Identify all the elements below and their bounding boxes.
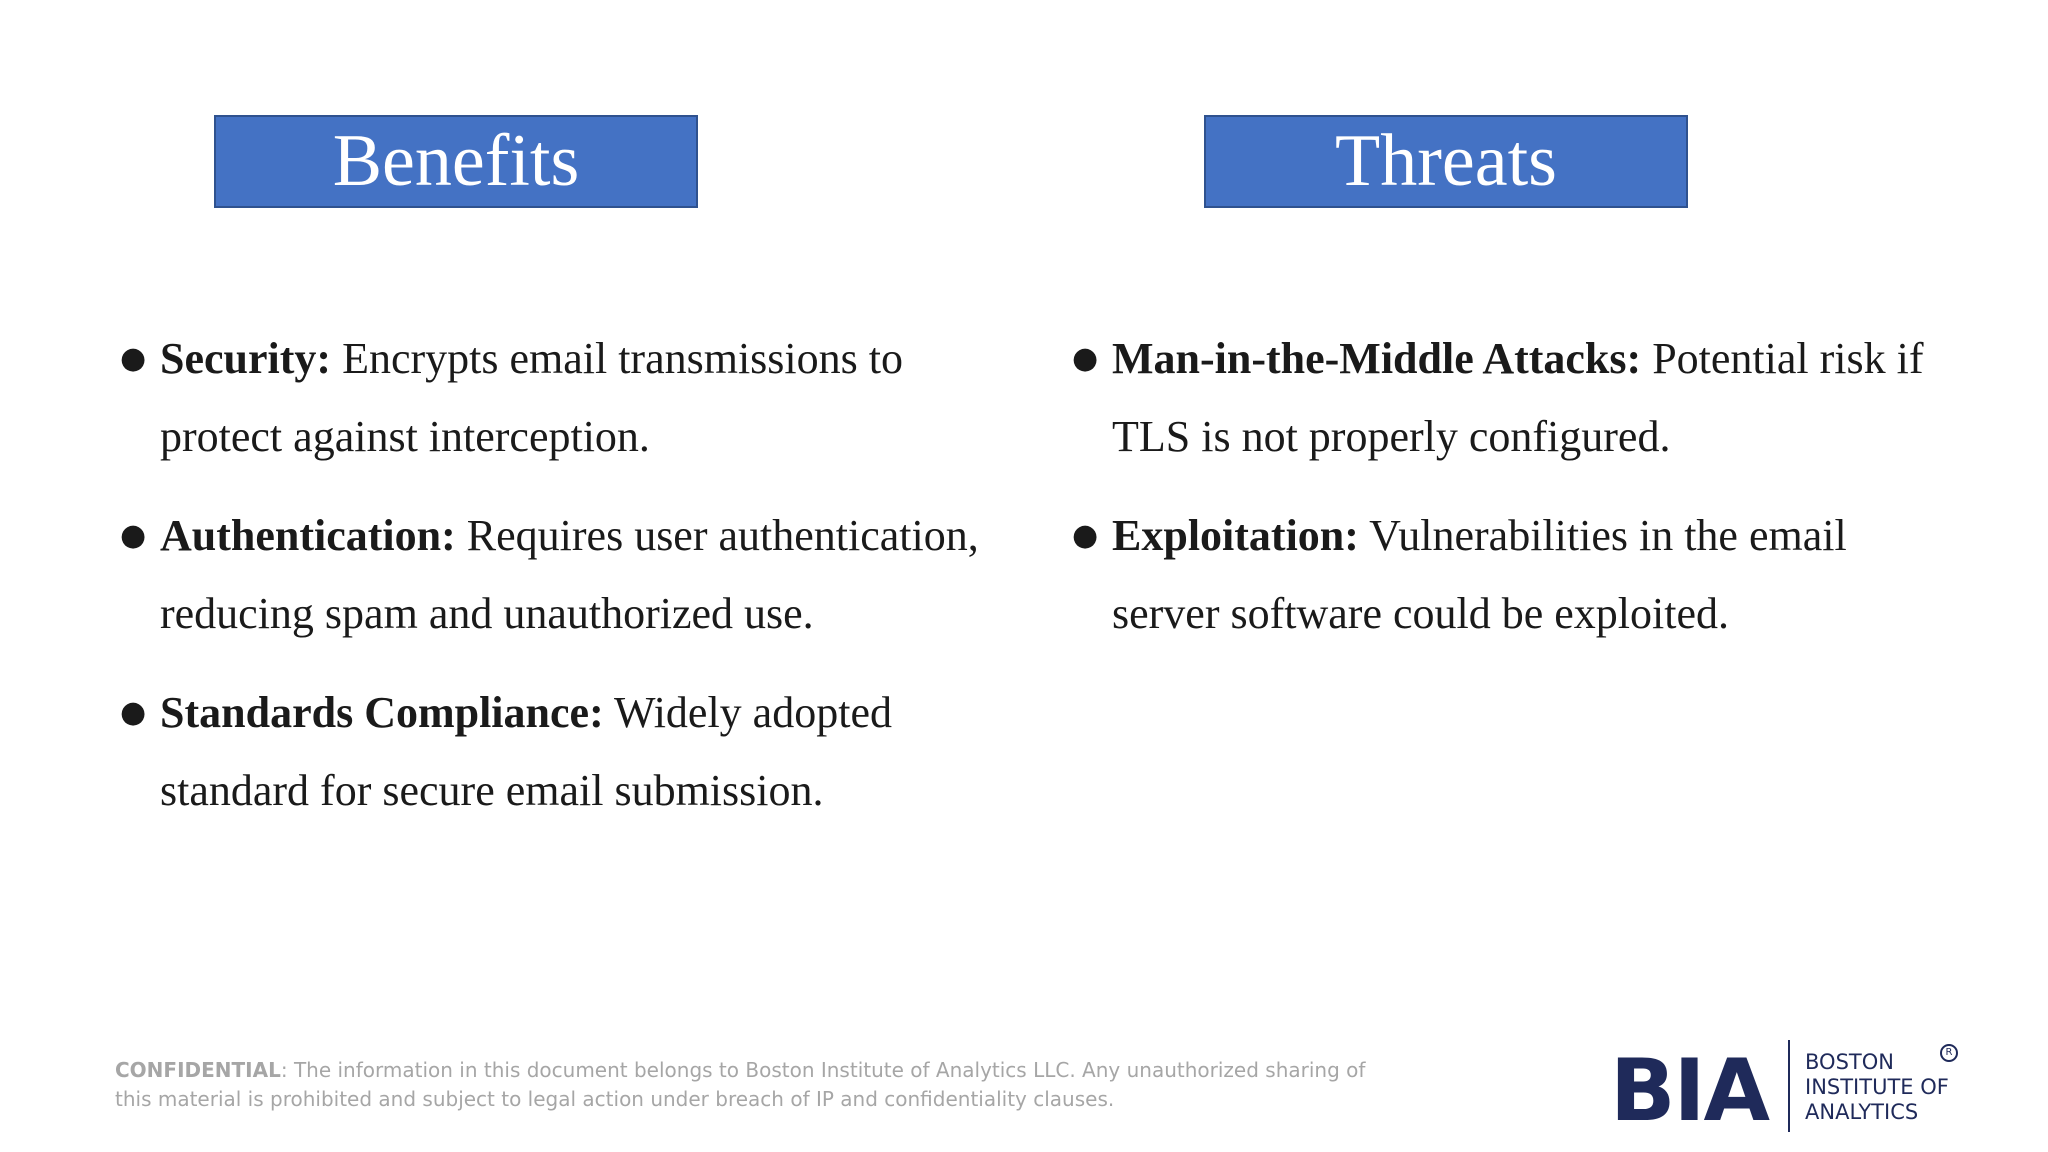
bullet-text: Widely adopted standard for secure email submission. [160,688,892,815]
benefit-item-security [120,320,980,476]
benefit-item-authentication [120,497,980,653]
logo-line-2: INSTITUTE OF [1805,1075,1949,1099]
bullet-term: Standards Compliance: [160,688,604,737]
benefits-list [120,320,980,851]
registered-mark-icon: R [1940,1044,1958,1062]
bullet-icon: ● [1072,341,1099,376]
threat-item-exploitation [1072,497,1952,653]
benefits-heading: Benefits [214,115,698,208]
bullet-icon: ● [120,341,147,376]
logo-divider [1788,1040,1790,1132]
bullet-text: Encrypts email transmissions to protect against interception. [160,334,903,461]
logo-mark: BIA [1610,1041,1769,1141]
bullet-text: Requires user authentication, reducing spam and unauthorized use. [160,511,979,638]
bullet-term: Security: [160,334,332,383]
threat-item-mitm [1072,320,1952,476]
benefit-item-standards-compliance [120,674,980,830]
confidential-label: CONFIDENTIAL [115,1058,281,1082]
bullet-icon: ● [1072,518,1099,553]
bullet-icon: ● [120,695,147,730]
logo-line-3: ANALYTICS [1805,1100,1919,1124]
logo-wordmark [1805,1050,1949,1125]
logo-line-1: BOSTON [1805,1050,1894,1074]
bullet-term: Exploitation: [1112,511,1359,560]
bullet-term: Man-in-the-Middle Attacks: [1112,334,1642,383]
bullet-text: Potential risk if TLS is not properly configured. [1112,334,1924,461]
bia-logo [1610,1040,1970,1140]
confidentiality-notice [115,1056,1375,1114]
bullet-icon: ● [120,518,147,553]
bullet-text: Vulnerabilities in the email server software could be exploited. [1112,511,1847,638]
threats-heading: Threats [1204,115,1688,208]
bullet-term: Authentication: [160,511,456,560]
confidential-text: : The information in this document belongs to Boston Institute of Analytics LLC. Any unauthorized sharing of this material is prohibited and subject to legal action under breach of IP and confidentiality clauses. [115,1058,1366,1111]
threats-list [1072,320,1952,674]
